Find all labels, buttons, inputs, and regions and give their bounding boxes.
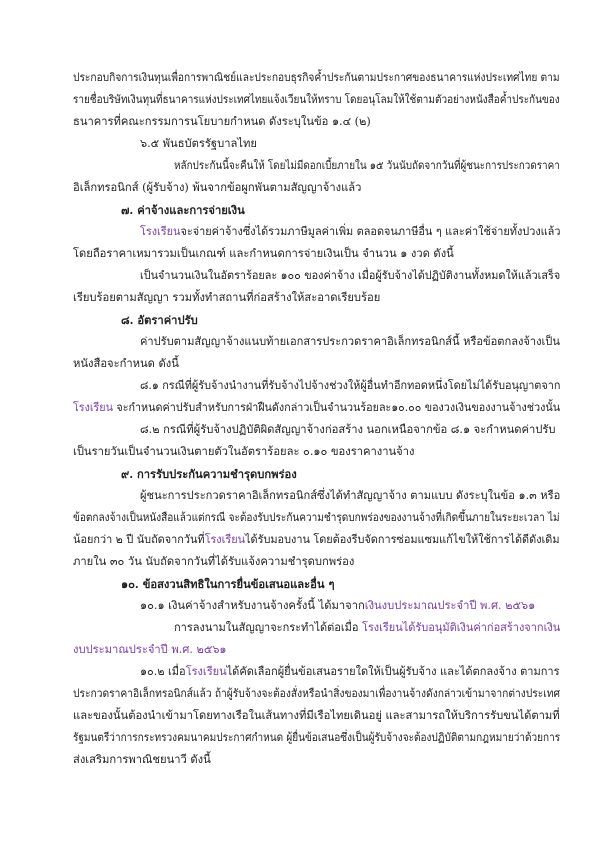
section-10-heading: ๑๐. ข้อสงวนสิทธิในการยื่นข้อเสนอและอื่น ๆ: [121, 577, 335, 591]
paragraph-line: เป็นรายวันเป็นจำนวนเงินตายตัวในอัตราร้อยละ ๐.๑๐ ของราคางานจ้าง: [73, 445, 415, 458]
section-7-heading: ๗. ค่าจ้างและการจ่ายเงิน: [121, 203, 245, 217]
paragraph-line: โดยถือราคาเหมารวมเป็นเกณฑ์ และกำหนดการจ่ายเงินเป็น จำนวน ๑ งวด ดังนี้: [73, 247, 454, 260]
budget-term: งบประมาณประจำปี พ.ศ. ๒๕๖๑: [73, 643, 227, 656]
paragraph-line: ประกวดราคาอิเล็กทรอนิกส์แล้ว ถ้าผู้รับจ้างจะต้องสั่งหรือนำสิ่งของมาเพื่องานจ้างดังกล่าวเข้ามาจากต่างประเทศ: [73, 687, 561, 700]
paragraph-line: ภายใน ๓๐ วัน นับถัดจากวันที่ได้รับแจ้งความชำรุดบกพร่อง: [73, 555, 355, 568]
subclause-10-1: ๑๐.๑ เงินค่าจ้างสำหรับงานจ้างครั้งนี้ ได้มาจากเงินงบประมาณประจำปี พ.ศ. ๒๕๖๑: [140, 599, 536, 612]
paragraph-line: โรงเรียน จะกำหนดค่าปรับสำหรับการฝ่าฝืนดังกล่าวเป็นจำนวนร้อยละ๑๐.๐๐ ของวงเงินของงานจ้างช่วงนั้น: [73, 401, 561, 414]
budget-term: เงินงบประมาณประจำปี พ.ศ. ๒๕๖๑: [364, 599, 536, 612]
subclause-8-2: ๘.๒ กรณีที่ผู้รับจ้างปฏิบัติผิดสัญญาจ้างก่อสร้าง นอกเหนือจากข้อ ๘.๑ จะกำหนดค่าปรับ: [140, 423, 556, 436]
paragraph-line: การลงนามในสัญญาจะกระทำได้ต่อเมื่อ โรงเรียนได้รับอนุมัติเงินค่าก่อสร้างจากเงิน: [174, 621, 561, 634]
paragraph-line: น้อยกว่า ๒ ปี นับถัดจากวันที่โรงเรียนได้รับมอบงาน โดยต้องรีบจัดการซ่อมแซมแก้ไขให้ใช้การได้ดีดังเดิม: [73, 533, 560, 546]
school-term: โรงเรียน: [204, 533, 246, 546]
paragraph-line: หนังสือจะกำหนด ดังนี้: [73, 357, 179, 370]
school-term: โรงเรียน: [361, 621, 403, 634]
paragraph-line: โรงเรียนจะจ่ายค่าจ้างซึ่งได้รวมภาษีมูลค่าเพิ่ม ตลอดจนภาษีอื่น ๆ และค่าใช้จ่ายทั้งปวงแล้ว: [140, 225, 561, 238]
paragraph-line: รัฐมนตรีว่าการกระทรวงคมนาคมประกาศกำหนด ผู้ยื่นข้อเสนอซึ่งเป็นผู้รับจ้างจะต้องปฏิบัติตามกฎหมายว่าด้วยการ: [73, 731, 561, 744]
paragraph-line: ประกอบกิจการเงินทุนเพื่อการพาณิชย์และประกอบธุรกิจค้ำประกันตามประกาศของธนาคารแห่งประเทศไทย ตาม: [73, 71, 560, 84]
section-9-heading: ๙. การรับประกันความชำรุดบกพร่อง: [121, 467, 297, 481]
section-8-heading: ๘. อัตราค่าปรับ: [121, 313, 198, 327]
paragraph-line: ธนาคารที่คณะกรรมการนโยบายกำหนด ดังระบุในข้อ ๑.๔ (๒): [73, 115, 371, 128]
paragraph-line: หลักประกันนี้จะคืนให้ โดยไม่มีดอกเบี้ยภายใน ๑๕ วันนับถัดจากวันที่ผู้ชนะการประกวดราคา: [174, 159, 560, 172]
paragraph-line: อิเล็กทรอนิกส์ (ผู้รับจ้าง) พ้นจากข้อผูกพันตามสัญญาจ้างแล้ว: [73, 181, 362, 194]
paragraph-line: ผู้ชนะการประกวดราคาอิเล็กทรอนิกส์ซึ่งได้ทำสัญญาจ้าง ตามแบบ ดังระบุในข้อ ๑.๓ หรือ: [140, 489, 561, 502]
paragraph-line: เป็นจำนวนเงินในอัตราร้อยละ ๑๐๐ ของค่าจ้าง เมื่อผู้รับจ้างได้ปฏิบัติงานทั้งหมดให้แล้วเสร็จ: [140, 269, 561, 282]
subclause-6-5: ๖.๕ พันธบัตรรัฐบาลไทย: [140, 137, 257, 150]
school-term: โรงเรียน: [185, 665, 227, 678]
paragraph-line: และของนั้นต้องนำเข้ามาโดยทางเรือในเส้นทางที่มีเรือไทยเดินอยู่ และสามารถให้บริการรับขนได้ตามที่: [73, 709, 560, 722]
subclause-10-2: ๑๐.๒ เมื่อโรงเรียนได้คัดเลือกผู้ยื่นข้อเสนอรายใดให้เป็นผู้รับจ้าง และได้ตกลงจ้าง ตามการ: [140, 665, 560, 678]
school-term: โรงเรียน: [140, 225, 181, 238]
paragraph-line: เรียบร้อยตามสัญญา รวมทั้งทำสถานที่ก่อสร้างให้สะอาดเรียบร้อย: [73, 291, 381, 304]
paragraph-line: ข้อตกลงจ้างเป็นหนังสือแล้วแต่กรณี จะต้องรับประกันความชำรุดบกพร่องของงานจ้างที่เกิดขึ้นภายในระยะเวลา ไม่: [73, 511, 560, 524]
subclause-8-1: ๘.๑ กรณีที่ผู้รับจ้างนำงานที่รับจ้างไปจ้างช่วงให้ผู้อื่นทำอีกทอดหนึ่งโดยไม่ได้รับอนุญาตจาก: [140, 379, 561, 392]
paragraph-line: รายชื่อบริษัทเงินทุนที่ธนาคารแห่งประเทศไทยแจ้งเวียนให้ทราบ โดยอนุโลมให้ใช้ตามตัวอย่างหนังสือค้ำประกันของ: [73, 93, 560, 106]
paragraph-line: ค่าปรับตามสัญญาจ้างแนบท้ายเอกสารประกวดราคาอิเล็กทรอนิกส์นี้ หรือข้อตกลงจ้างเป็น: [140, 335, 560, 348]
paragraph-line: ส่งเสริมการพาณิชยนาวี ดังนี้: [73, 753, 211, 766]
school-term: โรงเรียน: [73, 401, 113, 414]
